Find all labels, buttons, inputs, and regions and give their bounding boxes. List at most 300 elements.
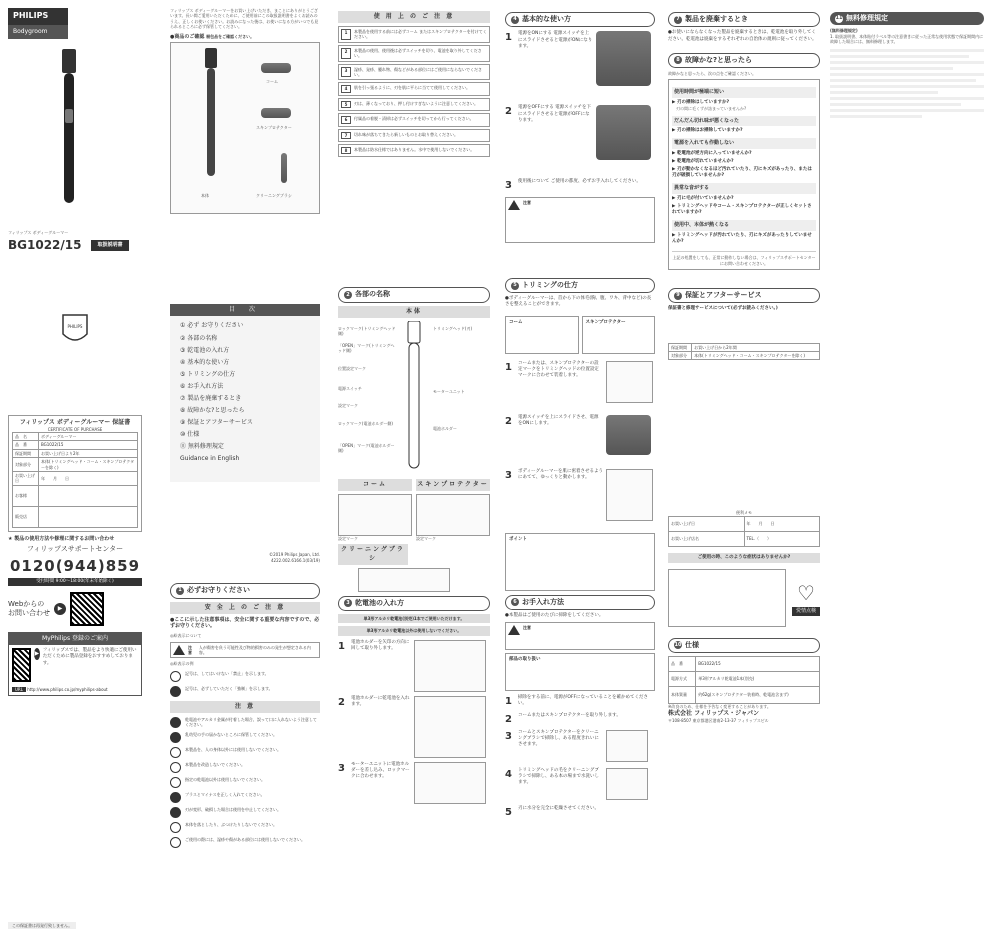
step-text: 刃に水分を完全に乾燥させてください。 xyxy=(518,806,599,811)
model-number: BG1022/15 xyxy=(8,238,82,253)
warranty-key: お買い上げ日 xyxy=(13,472,39,486)
series-label: フィリップス ボディーグルーマー xyxy=(8,229,69,235)
spec-key: 品 番 xyxy=(669,657,696,672)
qr-code-icon xyxy=(12,648,31,682)
company-name: 株式会社 フィリップス・ジャパン xyxy=(668,709,760,717)
warranty-value: お買い上げ日より2年 xyxy=(38,449,137,457)
note-number: 1 xyxy=(341,29,351,40)
usage-note xyxy=(338,113,490,126)
battery-bar: 単3形アルカリ乾電池(別売)1本でご使用いただけます。 xyxy=(338,614,490,623)
section-title: 保証とアフターサービス xyxy=(685,291,762,299)
support-heading: ★ 製品の使用方法や修理に関するお問い合わせ xyxy=(8,535,115,542)
setting-mark-label: 設定マーク xyxy=(416,536,436,542)
battery-step xyxy=(338,762,490,804)
caution-row xyxy=(170,717,320,728)
step-image xyxy=(414,640,486,692)
memo-key: お買い上げ日 xyxy=(669,516,745,531)
section-number: 7 xyxy=(674,16,682,24)
section-title: 各部の名称 xyxy=(355,290,390,299)
daily-care-box xyxy=(505,653,655,691)
warranty-key: 販売店 xyxy=(13,506,39,527)
step-text: トリミングヘッドの毛をクリーニングブラシで掃除し、ある本の場まで水洗いします。 xyxy=(518,768,599,786)
warranty-table xyxy=(12,432,138,528)
table-of-contents xyxy=(170,304,320,482)
model-row xyxy=(8,237,142,253)
prohibited-icon xyxy=(170,747,181,758)
caution-text: 刃が変形、破損した場合は使用を中止してください。 xyxy=(185,806,281,812)
usage-note xyxy=(338,26,490,43)
url-tag: URL xyxy=(12,687,26,692)
caution-row xyxy=(170,837,320,848)
svg-text:PHILIPS: PHILIPS xyxy=(67,323,83,329)
comb-option-label: コーム xyxy=(509,319,523,325)
myphilips-body xyxy=(9,645,141,685)
spec-note: ※改良のため、仕様を予告なく変更することがあります。 xyxy=(668,704,771,710)
play-arrow-icon: ▶ xyxy=(54,603,66,615)
caution-row xyxy=(170,762,320,773)
spec-value: BG1022/15 xyxy=(696,657,820,672)
trouble-question: ▶ トリミングヘッドやコーム・スキンプロテクターが正しくセットされていますか? xyxy=(672,204,812,216)
usage-note xyxy=(338,82,490,95)
warranty-key: 保証期間 xyxy=(13,449,39,457)
part-label: トリミングヘッド(刃) xyxy=(433,325,473,331)
trouble-category: 電源を入れても作動しない xyxy=(672,138,816,149)
memo-value: TEL.（ ） xyxy=(744,531,820,546)
step-text: 電源をONにする 電源スイッチを上にスライドさせると電源がONになります。 xyxy=(518,31,593,49)
prohibited-icon xyxy=(170,671,181,682)
body-bar: 本体 xyxy=(338,306,490,318)
note-text: 切れ味が落ちてきたら新しいものとお取り替えください。 xyxy=(354,131,458,137)
section-title: 製品を廃棄するとき xyxy=(685,15,748,23)
note-text: 湿疹、発疹、腫れ物、傷などがある部位にはご使用にならないでください。 xyxy=(354,66,482,78)
comb-label: コーム xyxy=(266,79,278,85)
toc-title: 目 次 xyxy=(170,304,320,316)
caution-text: 指定の乾電池以外は使用しないでください。 xyxy=(185,776,265,782)
mandatory-icon xyxy=(170,717,181,728)
section-number: 8 xyxy=(674,56,682,64)
care-step xyxy=(505,768,655,802)
battery-step xyxy=(338,640,490,692)
step-text: 電池ホルダーを矢印の方向に回して取り外します。 xyxy=(351,639,410,651)
sign-text: 記号は、必ずしていただく「強制」を示します。 xyxy=(185,685,273,691)
skin-protector-label: スキンプロテクター xyxy=(256,125,292,131)
body-label: 本体 xyxy=(201,193,209,199)
section-free-repair-header xyxy=(830,12,984,25)
note-number: 5 xyxy=(341,101,351,108)
point-title: ポイント xyxy=(509,536,527,542)
toc-item[interactable]: ⑥ お手入れ方法 xyxy=(180,382,224,390)
step-text: コームまたはスキンプロテクターを取り外します。 xyxy=(518,712,621,718)
caution-text: ご使用の際には、湿疹や傷がある部位には使用しないでください。 xyxy=(185,836,305,842)
toc-item[interactable]: ⑤ トリミングの仕方 xyxy=(180,370,236,378)
step-text: モーターユニットに電池ホルダーを差し込み、ロックマークに合わせます。 xyxy=(351,761,410,779)
trouble-question: ▶ 刃の掃除はお掃除していますか? xyxy=(672,128,743,134)
trouble-lead: 故障かなと思ったら、次の点をご確認ください。 xyxy=(668,71,756,76)
note-number: 8 xyxy=(341,147,351,154)
warning-label: 注意 xyxy=(523,625,531,630)
toc-item[interactable]: ⑨ 保証とアフターサービス xyxy=(180,419,253,427)
disposal-text: ●お使いにならなくなった製品を廃棄するときは、乾電池を取り外してください。乾電池は廃棄をするそれぞれの自治体の規則に従ってください。 xyxy=(668,30,817,42)
section-safety-header xyxy=(170,583,320,598)
trimming-step xyxy=(505,361,655,411)
intro-text: フィリップス ボディーグルーマーをお買い上げいただき、まことにありがとうございます。長い間ご愛用いただくために、ご使用前にこの取扱説明書をよくお読みのうえ、正しくお使いください。お読みになった後は、お使いになる方がいつでも見られるところに必ず保管してください。 xyxy=(170,8,319,30)
warranty-subtitle: CERTIFICATE OF PURCHASE xyxy=(47,426,103,432)
step-number: 2 xyxy=(338,696,345,708)
attachment-choice xyxy=(505,313,655,357)
comb-diagram xyxy=(338,494,412,536)
support-title: フィリップスサポートセンター xyxy=(26,544,124,553)
step-number: 4 xyxy=(505,769,512,780)
battery-step xyxy=(338,696,490,758)
sign-row xyxy=(170,671,320,682)
caution-text: 本体を落としたり、ぶつけたりしないでください。 xyxy=(185,821,277,827)
note-text: 刃は、薄くなっており、押し付けすぎないように注意してください。 xyxy=(354,100,478,106)
intro-column xyxy=(170,8,320,927)
section-number: 4 xyxy=(511,16,519,24)
toc-item[interactable]: ① 必ず お守りください xyxy=(180,322,244,330)
step-number: 5 xyxy=(505,807,512,818)
section-number: 3 xyxy=(344,599,352,607)
note-text: 本製品は防水仕様ではありません。水中で使用しないでください。 xyxy=(354,147,475,152)
step-text: 電池ホルダーに乾電池を入れます。 xyxy=(351,695,410,707)
comb-image xyxy=(261,63,291,73)
warning-text: 人が傷害を負う可能性及び物的損害のみの発生が想定される内容。 xyxy=(198,644,311,655)
warranty-value xyxy=(38,485,137,506)
warranty-key: 対象部分 xyxy=(13,458,39,472)
section-number: 5 xyxy=(511,282,519,290)
caution-row xyxy=(170,807,320,818)
warning-triangle-icon xyxy=(508,200,520,210)
warranty-value: ボディーグルーマー xyxy=(38,433,137,441)
basic-step xyxy=(505,105,655,175)
toc-item[interactable]: ⑪ 無料修理規定 xyxy=(180,443,224,451)
caution-row xyxy=(170,747,320,758)
warranty-value: BG1022/15 xyxy=(38,441,137,449)
step-image xyxy=(606,415,651,455)
part-label: 位置設定マーク xyxy=(338,365,366,371)
section-title: 基本的な使い方 xyxy=(522,15,571,23)
usage-note xyxy=(338,64,490,81)
trouble-question: ▶ 刃に毛が付いていませんか? xyxy=(672,196,734,202)
section-parts-header xyxy=(338,287,490,302)
sign-text: 記号は、してはいけない「禁止」を示します。 xyxy=(185,670,269,676)
point-box xyxy=(505,533,655,591)
caution-text: 乳幼児の手の届かないところに保管してください。 xyxy=(185,731,277,737)
contents-heading xyxy=(170,34,320,41)
comb-option xyxy=(505,316,579,354)
manual-tag: 取扱説明書 xyxy=(91,240,128,251)
usage-column xyxy=(505,8,655,927)
brush-label: クリーニングブラシ xyxy=(256,193,292,199)
note-text: 本製品の使用、使用後は必ずスイッチを切り、電池を取り外してください。 xyxy=(354,47,482,59)
warning-box xyxy=(170,642,320,659)
step-number: 3 xyxy=(338,762,345,774)
section-number: 1 xyxy=(176,587,184,595)
caution-bar: 注 意 xyxy=(170,701,320,713)
step-number: 2 xyxy=(505,415,512,427)
section-spec-header xyxy=(668,638,820,653)
copyright: ©2019 Philips Japan, Ltd. xyxy=(269,552,320,558)
free-repair-text: 1. 取扱説明書、本体貼付ラベル等の注意書きに従った正常な使用状態で保証期間内に故障した場合には、無料修理します。 xyxy=(830,33,984,45)
note-number: 7 xyxy=(341,132,351,139)
device-diagram xyxy=(403,321,425,471)
safety-lead: ●ここに示した注意事項は、安全に関する重要な内容ですので、必ずお守りください。 xyxy=(170,616,320,630)
section-basic-header xyxy=(505,12,655,27)
sign-row xyxy=(170,686,320,697)
company-address: 〒108-8507 東京都港区港南2-13-37 フィリップスビル xyxy=(668,717,769,723)
usage-note xyxy=(338,144,490,157)
usage-notes-title: 使 用 上 の ご 注 意 xyxy=(338,11,490,23)
caution-text: プラスとマイナスを正しく入れてください。 xyxy=(185,791,265,797)
trouble-question: ▶ 乾電池が逆方向に入っていませんか? xyxy=(672,151,752,157)
skin-protector-option xyxy=(582,316,656,354)
section-trimming-header xyxy=(505,278,655,293)
eco-check-logo xyxy=(792,580,820,616)
warning-triangle-icon xyxy=(173,645,185,655)
step-number: 3 xyxy=(505,731,512,742)
eco-check-list xyxy=(668,569,786,627)
trouble-answer: 刃の間に毛くずが詰まっていませんか? xyxy=(676,106,747,112)
care-step xyxy=(505,695,655,709)
myphilips-url[interactable]: http://www.philips.co.jp/myphilips-about xyxy=(27,687,108,693)
step-number: 3 xyxy=(505,469,512,481)
step-text: 電源をOFFにする 電源スイッチを下にスライドさせると電源がOFFになります。 xyxy=(518,105,591,123)
mandatory-icon xyxy=(170,807,181,818)
usage-note xyxy=(338,45,490,62)
care-step xyxy=(505,730,655,764)
trimming-step xyxy=(505,469,655,529)
part-label: 「OPEN」マーク(電池ホルダー側) xyxy=(338,442,395,454)
brush-image xyxy=(281,153,287,183)
web-label-1: Webからの xyxy=(8,599,45,608)
care-lead: ●本製品はご使用のたびに掃除をしてください。 xyxy=(505,612,604,618)
notes-column xyxy=(338,8,490,927)
myphilips-title: MyPhilips 登録のご案内 xyxy=(9,633,141,645)
cover-column xyxy=(8,8,142,927)
toc-item[interactable]: ② 各部の名称 xyxy=(180,334,218,342)
section-title: トリミングの仕方 xyxy=(522,280,578,289)
repair-column xyxy=(830,8,984,927)
web-contact xyxy=(8,592,142,626)
section-title: お手入れ方法 xyxy=(522,597,564,606)
warranty-value: 年 月 日 xyxy=(38,472,137,486)
note-text: 肌を引っ張るように、刃を肌に平らに当てて使用してください。 xyxy=(354,85,470,91)
brush-bar: クリーニングブラシ xyxy=(338,544,408,564)
prohibited-icon xyxy=(170,822,181,833)
spec-value: 単3形アルカリ乾電池1本(別売) xyxy=(696,672,820,687)
caution-row xyxy=(170,792,320,803)
setting-mark-label: 設定マーク xyxy=(338,536,358,542)
trouble-category: 異常な音がする xyxy=(672,183,816,194)
toc-item[interactable]: ④ 基本的な使い方 xyxy=(180,358,230,366)
toc-item[interactable]: Guidance in English xyxy=(180,455,240,463)
comb-box xyxy=(338,476,412,541)
part-label: 電池ホルダー xyxy=(433,425,457,431)
skin-protector-image xyxy=(261,108,291,118)
warranty-period-table xyxy=(668,343,820,361)
support-hours: 受付時間 9:00～18:00(年末年始除く) xyxy=(8,578,142,586)
product-line: Bodygroom xyxy=(8,25,68,39)
trouble-box xyxy=(668,79,820,270)
note-number: 3 xyxy=(341,67,351,78)
section-title: 乾電池の入れ方 xyxy=(355,598,404,607)
warning-label: 注意 xyxy=(523,199,531,205)
section-number: 11 xyxy=(835,15,843,22)
section-number: 9 xyxy=(674,292,682,300)
step-text: 掃除をする前に、電源がOFFになっていることを確かめてください。 xyxy=(517,695,649,707)
step-text: ボディーグルーマーを肌に密着させるようにあてて、ゆっくりと動かします。 xyxy=(518,468,604,480)
basic-step xyxy=(505,179,655,193)
caution-text: 乾電池やアルカリ金属が付着した場合、誤って口に入れないよう注意してください。 xyxy=(185,716,317,728)
memo-title: 便利メモ xyxy=(736,510,752,516)
sign-label: ◎絵表示について xyxy=(170,633,202,639)
trouble-question: ▶ 刃が動かなくなるほど汚れていたり、刃にキズがあったり、または刃が破損していませんか? xyxy=(672,167,812,179)
mandatory-icon xyxy=(170,792,181,803)
warranty-value: お買い上げ日から2年間 xyxy=(692,343,820,351)
play-arrow-icon: ▶ xyxy=(34,648,40,660)
toc-item[interactable]: ⑧ 故障かな?と思ったら xyxy=(180,407,245,415)
basic-step xyxy=(505,31,655,101)
caution-row xyxy=(170,732,320,743)
mandatory-icon xyxy=(170,686,181,697)
step-text: 電源スイッチを上にスライドさせ、電源をONにします。 xyxy=(518,414,599,426)
usage-note xyxy=(338,129,490,142)
myphilips-box xyxy=(8,632,142,695)
part-label: ロックマーク(電池ホルダー側) xyxy=(338,420,393,426)
warranty-value: 本体(トリミングヘッド・コーム・スキンプロテクターを除く) xyxy=(692,351,820,359)
parts-diagram xyxy=(338,321,490,476)
note-number: 4 xyxy=(341,85,351,92)
eco-check-row xyxy=(668,566,820,630)
power-off-image xyxy=(596,105,651,160)
step-image xyxy=(606,730,648,762)
step-image xyxy=(606,768,648,800)
section-title: 故障かな?と思ったら xyxy=(685,55,753,64)
warranty-footer: この保証書は再発行致しません。 xyxy=(8,922,76,929)
doc-code: 4222.002.6166.1(03/19) xyxy=(270,557,320,563)
support-phone: 0120(944)859 xyxy=(9,557,141,575)
note-number: 6 xyxy=(341,116,351,123)
step-number: 3 xyxy=(505,180,512,192)
section-number: 10 xyxy=(674,642,682,649)
memo-key: お買い上げ店名 xyxy=(669,531,745,546)
prohibited-icon xyxy=(170,837,181,848)
prohibited-icon xyxy=(170,762,181,773)
package-contents xyxy=(170,42,320,214)
heart-icon: ♡ xyxy=(797,580,815,605)
toc-item[interactable]: ③ 乾電池の入れ方 xyxy=(180,346,230,354)
note-text: 本製品を使用する前には必ずコーム またはスキンプロテクターを付けてください。 xyxy=(354,29,487,40)
memo-table xyxy=(668,516,820,547)
section-title: 無料修理規定 xyxy=(846,14,888,22)
power-on-image xyxy=(596,31,651,86)
safety-bar: 安 全 上 の ご 注 意 xyxy=(170,602,320,614)
care-step xyxy=(505,806,655,820)
basic-warning-box xyxy=(505,197,655,243)
comb-bar: コーム xyxy=(338,479,412,491)
memo-value: 年 月 日 xyxy=(744,516,820,531)
skin-protector-box xyxy=(416,476,490,541)
device-illustration xyxy=(48,49,88,219)
step-image xyxy=(606,361,653,403)
usage-note xyxy=(338,98,490,111)
warranty-key: 品 名 xyxy=(13,433,39,441)
trouble-category: 使用時間が極端に短い xyxy=(672,87,816,98)
skin-protector-bar: スキンプロテクター xyxy=(416,479,490,491)
spec-value: 約62g(スキンプロテクター装着時、乾電池含まず) xyxy=(696,687,820,704)
section-title: 仕様 xyxy=(685,640,699,649)
sign-label: ◎絵表示の例 xyxy=(170,661,194,667)
battery-bar: 単3形アルカリ乾電池以外は使用しないでください。 xyxy=(338,626,490,635)
myphilips-text: フィリップスでは、製品をより快適にご使用いただくために製品登録をおすすめしております。 xyxy=(42,648,137,666)
part-label: ロックマーク(トリミングヘッド側) xyxy=(338,325,396,337)
trimming-step xyxy=(505,415,655,465)
step-text: 使用後について ご使用の都度、必ずお手入れしてください。 xyxy=(518,179,641,185)
trouble-footer: 上記の処置をしても、正常に動作しない場合は、フィリップスサポートセンターにお問い合わせください。 xyxy=(672,251,816,266)
prohibited-icon xyxy=(170,777,181,788)
care-warning-box xyxy=(505,622,655,650)
skin-protector-diagram xyxy=(416,494,490,536)
warranty-key: 対象部分 xyxy=(669,351,692,359)
warranty-lead: 保証書と修理サービスについて(必ずお読みください。) xyxy=(668,306,778,312)
warranty-key: 保証期間 xyxy=(669,343,692,351)
trouble-category: 使用中、本体が熱くなる xyxy=(672,220,816,231)
step-number: 1 xyxy=(505,361,512,373)
part-label: 設定マーク xyxy=(338,402,358,408)
toc-item[interactable]: ⑦ 製品を廃棄するとき xyxy=(180,394,242,402)
warranty-value: 本体(トリミングヘッド・コーム・スキンプロテクターを除く) xyxy=(38,458,137,472)
section-number: 6 xyxy=(511,598,519,606)
step-number: 2 xyxy=(505,713,512,725)
brush-diagram xyxy=(358,568,450,592)
caution-text: 本製品を、人の身体以外には使用しないでください。 xyxy=(185,746,281,752)
qr-code-icon xyxy=(70,592,104,626)
step-text: コームまたは、スキンプロテクターの設定マークをトリミングヘッドの位置設定マークに合わせて装着します。 xyxy=(518,360,599,378)
daily-care-title: 部品の取り扱い xyxy=(509,657,541,662)
part-label: 「OPEN」マーク(トリミングヘッド側) xyxy=(338,342,395,354)
part-label: 電源スイッチ xyxy=(338,385,362,391)
warranty-value xyxy=(38,506,137,527)
step-number: 2 xyxy=(505,106,512,118)
brand-logo: PHILIPS xyxy=(8,8,68,25)
device-illustration xyxy=(201,48,221,178)
section-battery-header xyxy=(338,596,490,611)
caution-text: 本製品を改造しないでください。 xyxy=(185,761,245,767)
care-step xyxy=(505,713,655,727)
contents-note: 梱包品をご確認ください。 xyxy=(206,33,255,39)
spec-key: 本体質量 xyxy=(669,687,696,704)
eco-check-title: 愛情点検 xyxy=(792,607,820,616)
section-number: 2 xyxy=(344,291,352,299)
warranty-key: お客様 xyxy=(13,485,39,506)
section-title: 必ずお守りください xyxy=(187,586,250,595)
step-number: 1 xyxy=(505,32,512,44)
contents-heading-label: ●商品のご確認 xyxy=(170,33,205,40)
section-disposal-header xyxy=(668,12,820,27)
trouble-question: ▶ トリミングヘッドが汚れていたり、刃にキズがあったりしていませんか? xyxy=(672,233,812,245)
warranty-key: 品 番 xyxy=(13,441,39,449)
trouble-category: だんだん切れ味が悪くなった xyxy=(672,116,816,127)
section-warranty-header xyxy=(668,288,820,303)
step-image xyxy=(414,762,486,804)
section-trouble-header xyxy=(668,53,820,68)
caution-row xyxy=(170,822,320,833)
caution-row xyxy=(170,777,320,788)
spec-key: 電源方式 xyxy=(669,672,696,687)
spec-table xyxy=(668,656,820,704)
toc-item[interactable]: ⑩ 仕様 xyxy=(180,431,200,439)
note-text: 付属品の着脱・清掃は必ずスイッチを切ってから行ってください。 xyxy=(354,116,474,122)
